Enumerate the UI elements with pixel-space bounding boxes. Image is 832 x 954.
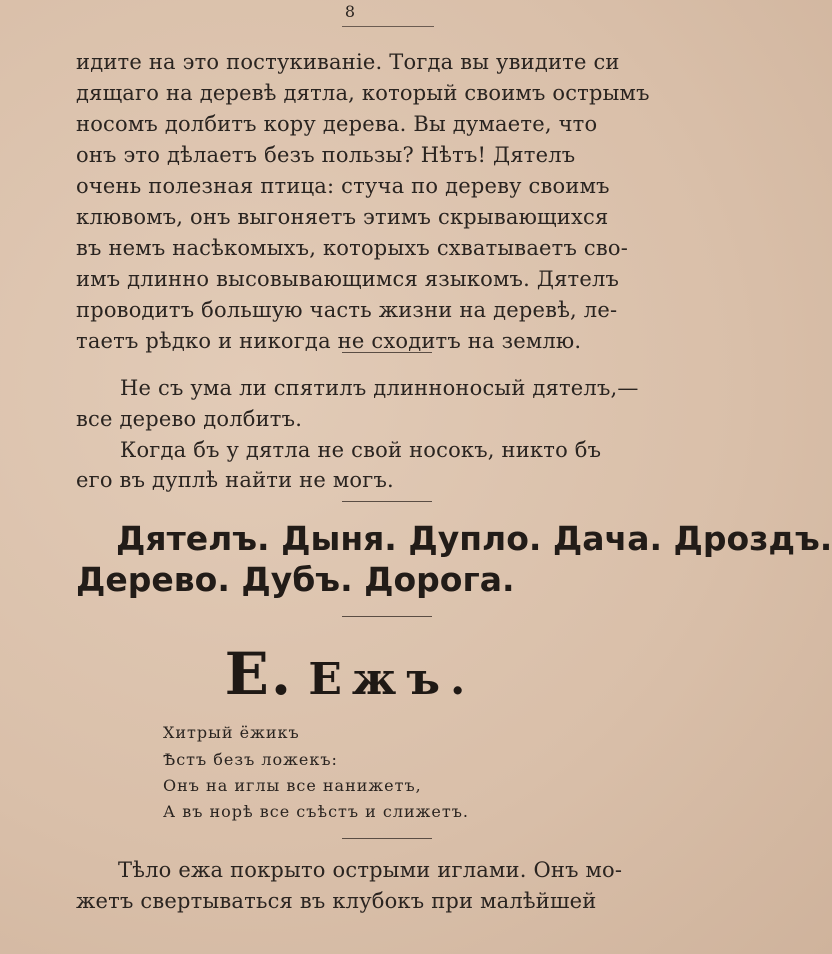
words-line: Дятелъ. Дыня. Дупло. Дача. Дроздъ. [116, 519, 832, 558]
poem-line: Онъ на иглы все нанижетъ, [163, 776, 422, 795]
text-line: носомъ долбитъ кору дерева. Вы думаете, что [76, 112, 598, 136]
text-line: жетъ свертываться въ клубокъ при малѣйшей [76, 889, 597, 913]
text-line: дящаго на деревѣ дятла, который своимъ острымъ [76, 81, 650, 105]
text-line: клювомъ, онъ выгоняетъ этимъ скрывающихся [76, 205, 609, 229]
section-divider [342, 501, 432, 502]
text-line: въ немъ насѣкомыхъ, которыхъ схватываетъ сво- [76, 236, 629, 260]
section-divider [342, 616, 432, 617]
poem-line: Хитрый ёжикъ [163, 723, 300, 742]
section-divider [342, 352, 432, 353]
text-line: имъ длинно высовывающимся языкомъ. Дятелъ [76, 267, 620, 291]
text-line: идите на это постукиваніе. Тогда вы увидите си [76, 50, 620, 74]
text-line: Тѣло ежа покрыто острыми иглами. Онъ мо- [118, 858, 623, 882]
page-number-rule [342, 26, 434, 27]
text-line: таетъ рѣдко и никогда не сходитъ на землю. [76, 329, 582, 353]
poem-line: Ѣстъ безъ ложекъ: [163, 750, 338, 769]
words-line: Дерево. Дубъ. Дорога. [76, 560, 515, 599]
page-number: 8 [344, 2, 356, 21]
riddle-line: все дерево долбитъ. [76, 407, 303, 431]
text-line: онъ это дѣлаетъ безъ пользы? Нѣтъ! Дятелъ [76, 143, 576, 167]
letter-heading [0, 640, 700, 710]
text-line: очень полезная птица: стуча по дереву своимъ [76, 174, 610, 198]
text-line: проводитъ большую часть жизни на деревѣ, ле- [76, 298, 618, 322]
riddle-line: Когда бъ у дятла не свой носокъ, никто бъ [120, 438, 602, 462]
riddle-line: его въ дуплѣ найти не могъ. [76, 468, 394, 492]
heading-word: Ежъ. [308, 654, 476, 705]
heading-letter: Е. [224, 640, 294, 708]
section-divider [342, 838, 432, 839]
riddle-line: Не съ ума ли спятилъ длинноносый дятелъ,— [120, 376, 639, 400]
poem-line: А въ норѣ все съѣстъ и слижетъ. [163, 802, 469, 821]
